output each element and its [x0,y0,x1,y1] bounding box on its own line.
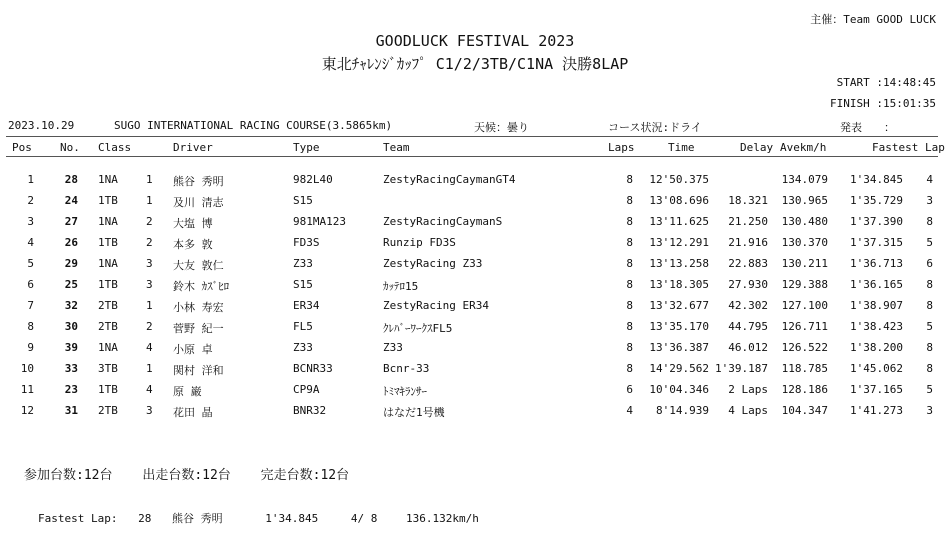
cell-pos: 2 [27,194,34,207]
cell-fastest: 1'37.390 [850,215,903,228]
cell-no: 27 [64,215,78,228]
cell-flap: 4 [926,173,933,186]
cell-delay: 46.012 [728,341,768,354]
cell-driver: 本多 敦 [173,238,213,251]
finishers-count: 完走台数:12台 [260,468,350,483]
table-row [0,236,950,257]
race-date: 2023.10.29 [8,119,75,132]
announcement: 発表 ： [840,121,895,134]
table-row [0,173,950,194]
cell-pos: 10 [20,362,34,375]
cell-fastest: 1'36.165 [850,278,903,291]
race-title: 東北ﾁｬﾚﾝｼﾞｶｯﾌﾟ C1/2/3TB/C1NA 決勝8LAP [321,55,629,73]
cell-time: 13'08.696 [649,194,709,207]
fastest-lap-time: 1'34.845 [265,512,319,525]
cell-fastest: 1'38.907 [850,299,903,312]
cell-class: 1TB [98,194,118,207]
cell-team: Z33 [383,341,403,354]
table-row [0,362,950,383]
cell-driver: 大塩 博 [173,217,213,230]
cell-team: ZestyRacingCaymanGT4 [383,173,516,186]
cell-delay: 42.302 [728,299,768,312]
cell-class: 3TB [98,362,118,375]
cell-laps: 8 [626,236,633,249]
cell-pos: 1 [27,173,34,186]
cell-class: 1TB [98,278,118,291]
cell-type: 982L40 [293,173,333,186]
fastest-lap-no: 28 [138,512,152,525]
cell-ave: 127.100 [781,299,828,312]
cell-no: 29 [64,257,78,270]
cell-type: BCNR33 [293,362,333,375]
cell-delay: 27.930 [728,278,768,291]
table-row [0,320,950,341]
header-driver: Driver [173,141,213,154]
cell-no: 25 [64,278,78,291]
cell-time: 13'35.170 [649,320,709,333]
cell-laps: 8 [626,173,633,186]
header-class: Class [98,141,132,154]
cell-ave: 129.388 [781,278,828,291]
cell-cpos: 2 [146,320,153,333]
cell-type: S15 [293,194,313,207]
header-fastest-lap: Fastest Lap [872,141,945,154]
header-team: Team [383,141,410,154]
cell-type: FD3S [293,236,320,249]
cell-ave: 126.522 [781,341,828,354]
cell-class: 1NA [98,173,118,186]
cell-no: 26 [64,236,78,249]
cell-cpos: 1 [146,173,153,186]
fastest-lap-lap: 4/ 8 [350,512,378,525]
cell-pos: 5 [27,257,34,270]
cell-team: ZestyRacingCaymanS [383,215,503,228]
cell-fastest: 1'38.423 [850,320,903,333]
table-row [0,257,950,278]
cell-driver: 熊谷 秀明 [173,175,224,188]
cell-class: 2TB [98,320,118,333]
cell-time: 13'32.677 [649,299,709,312]
cell-delay: 21.916 [728,236,768,249]
cell-driver: 大友 敦仁 [173,259,224,272]
cell-driver: 関村 洋和 [173,364,224,377]
cell-no: 24 [64,194,78,207]
cell-pos: 12 [20,404,34,417]
finish-time: FINISH :15:01:35 [830,97,936,110]
cell-time: 13'36.387 [649,341,709,354]
cell-cpos: 4 [146,383,153,396]
table-row [0,341,950,362]
cell-ave: 126.711 [781,320,828,333]
header-time: Time [668,141,695,154]
cell-time: 8'14.939 [656,404,709,417]
cell-cpos: 2 [146,215,153,228]
cell-team: ｸﾚﾊﾞｰﾜｰｸｽFL5 [383,322,453,335]
cell-team: Bcnr-33 [383,362,430,375]
cell-ave: 130.965 [781,194,828,207]
cell-cpos: 3 [146,404,153,417]
cell-no: 23 [64,383,78,396]
fastest-lap-driver: 熊谷 秀明 [171,512,223,525]
cell-flap: 3 [926,194,933,207]
cell-ave: 134.079 [781,173,828,186]
cell-time: 14'29.562 [649,362,709,375]
cell-laps: 8 [626,257,633,270]
cell-flap: 8 [926,362,933,375]
header-avekmh: Avekm/h [780,141,827,154]
cell-delay: 44.795 [728,320,768,333]
cell-pos: 11 [20,383,34,396]
cell-flap: 5 [926,383,933,396]
course-name: SUGO INTERNATIONAL RACING COURSE(3.5865km) [114,119,393,132]
cell-driver: 小林 寿宏 [173,301,224,314]
cell-laps: 8 [626,278,633,291]
cell-type: FL5 [293,320,313,333]
header-no: No. [60,141,80,154]
table-row [0,383,950,404]
header-type: Type [293,141,320,154]
event-title: GOODLUCK FESTIVAL 2023 [375,32,575,50]
cell-type: BNR32 [293,404,327,417]
cell-laps: 8 [626,215,633,228]
cell-driver: 鈴木 ｶｽﾞﾋﾛ [173,280,230,293]
cell-flap: 5 [926,320,933,333]
cell-class: 1TB [98,236,118,249]
cell-fastest: 1'36.713 [850,257,903,270]
cell-type: Z33 [293,341,313,354]
cell-team: Runzip FD3S [383,236,456,249]
cell-ave: 104.347 [781,404,828,417]
cell-pos: 4 [27,236,34,249]
cell-pos: 8 [27,320,34,333]
cell-driver: 菅野 紀一 [173,322,224,335]
table-row [0,299,950,320]
cell-laps: 8 [626,194,633,207]
cell-class: 2TB [98,404,118,417]
entries-count: 参加台数:12台 [24,468,113,483]
cell-cpos: 4 [146,341,153,354]
cell-fastest: 1'35.729 [850,194,903,207]
cell-ave: 128.186 [781,383,828,396]
cell-pos: 6 [27,278,34,291]
cell-fastest: 1'37.315 [850,236,903,249]
table-row [0,194,950,215]
cell-laps: 8 [626,362,633,375]
cell-pos: 7 [27,299,34,312]
track-condition: コース状況:ドライ [608,121,702,134]
cell-no: 30 [64,320,78,333]
cell-type: ER34 [293,299,320,312]
cell-no: 33 [64,362,78,375]
cell-team: はなだ1号機 [383,406,445,419]
organizer: 主催：Team GOOD LUCK [810,13,936,26]
cell-delay: 1'39.187 [715,362,768,375]
cell-flap: 3 [926,404,933,417]
cell-type: CP9A [293,383,320,396]
cell-driver: 及川 清志 [173,196,224,209]
cell-class: 2TB [98,299,118,312]
starters-count: 出走台数:12台 [142,468,231,483]
weather: 天候：曇り [474,121,529,134]
cell-cpos: 2 [146,236,153,249]
cell-driver: 花田 晶 [173,406,213,419]
cell-time: 13'11.625 [649,215,709,228]
cell-flap: 8 [926,341,933,354]
cell-flap: 6 [926,257,933,270]
cell-type: Z33 [293,257,313,270]
table-row [0,215,950,236]
cell-class: 1NA [98,215,118,228]
start-time: START :14:48:45 [836,76,936,89]
cell-cpos: 1 [146,299,153,312]
cell-flap: 8 [926,278,933,291]
cell-time: 13'13.258 [649,257,709,270]
cell-class: 1NA [98,257,118,270]
cell-type: 981MA123 [293,215,346,228]
cell-pos: 3 [27,215,34,228]
cell-delay: 2 Laps [728,383,768,396]
cell-no: 32 [64,299,78,312]
cell-ave: 130.370 [781,236,828,249]
header-laps: Laps [608,141,635,154]
cell-team: ZestyRacing ER34 [383,299,489,312]
header-top-rule [6,136,938,137]
cell-class: 1TB [98,383,118,396]
cell-driver: 小原 卓 [173,343,213,356]
cell-flap: 8 [926,215,933,228]
cell-ave: 118.785 [781,362,828,375]
cell-no: 28 [64,173,78,186]
cell-class: 1NA [98,341,118,354]
cell-cpos: 1 [146,194,153,207]
fastest-lap-summary [38,510,493,526]
cell-fastest: 1'38.200 [850,341,903,354]
cell-delay: 18.321 [728,194,768,207]
cell-team: ﾄﾐﾏｷﾗﾝｻｰ [383,385,427,398]
cell-fastest: 1'34.845 [850,173,903,186]
table-row [0,278,950,299]
cell-time: 12'50.375 [649,173,709,186]
cell-team: ZestyRacing Z33 [383,257,483,270]
header-delay: Delay [740,141,774,154]
cell-laps: 8 [626,299,633,312]
cell-cpos: 3 [146,278,153,291]
cell-ave: 130.480 [781,215,828,228]
cell-delay: 22.883 [728,257,768,270]
table-row [0,404,950,425]
cell-ave: 130.211 [781,257,828,270]
cell-flap: 8 [926,299,933,312]
cell-time: 13'12.291 [649,236,709,249]
cell-fastest: 1'41.273 [850,404,903,417]
cell-delay: 4 Laps [728,404,768,417]
cell-cpos: 3 [146,257,153,270]
cell-flap: 5 [926,236,933,249]
cell-type: S15 [293,278,313,291]
cell-delay: 21.250 [728,215,768,228]
cell-fastest: 1'45.062 [850,362,903,375]
fastest-lap-speed: 136.132km/h [405,512,479,525]
cell-pos: 9 [27,341,34,354]
cell-time: 10'04.346 [649,383,709,396]
cell-driver: 原 巌 [173,385,202,398]
cell-no: 31 [64,404,78,417]
cell-laps: 4 [626,404,633,417]
cell-time: 13'18.305 [649,278,709,291]
cell-fastest: 1'37.165 [850,383,903,396]
cell-laps: 6 [626,383,633,396]
cell-team: ｶｯﾃﾛ15 [383,280,419,293]
cell-no: 39 [64,341,78,354]
fastest-lap-label: Fastest Lap: [38,512,118,525]
cell-cpos: 1 [146,362,153,375]
summary [24,464,371,483]
header-bottom-rule [6,156,938,157]
cell-laps: 8 [626,320,633,333]
cell-laps: 8 [626,341,633,354]
header-pos: Pos [12,141,32,154]
